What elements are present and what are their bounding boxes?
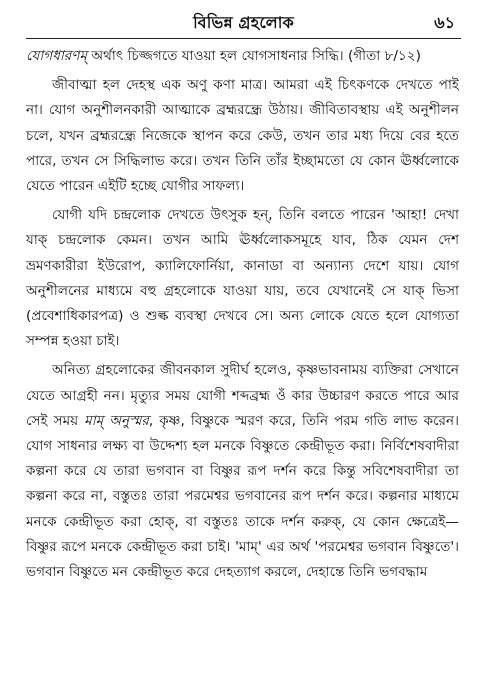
- paragraph: [26, 358, 459, 585]
- text-span: যোগধারণম্‌: [26, 48, 88, 64]
- page-number: ৬১: [434, 13, 455, 32]
- text-span: জীবাত্মা হল দেহস্থ এক অণু কণা মাত্র। আমরা এই চিৎকণকে দেখতে পাই না। যোগ অনুশীলনকারী আত্মাকে ব্রহ্মরন্ধ্রে উঠায়। জীবিতাবস্থায় এই অনুশীলন চলে, যখন ব্রহ্মরন্ধ্রে নিজেকে স্থাপন করে কেউ, তখন তার মধ্য দিয়ে বের হতে পারে, তখন সে সিদ্ধিলাভ করে। তখন তিনি তাঁর ইচ্ছামতো যে কোন ঊর্ধ্বলোকে যেতে পারেন এইটি হচ্ছে যোগীর সাফল্য।: [26, 77, 459, 195]
- paragraph: [26, 203, 459, 354]
- paragraph: [26, 44, 459, 69]
- text-span: , কৃষ্ণ, বিষ্ণুকে স্মরণ করে, তিনি পরম গতি লাভ করেন। যোগ সাধনার লক্ষ্য বা উদ্দেশ্য হল মনকে বিষ্ণুতে কেন্দ্রীভূত করা। নির্বিশেষবাদীরা কল্পনা করে যে তারা ভগবান বা বিষ্ণুর রূপ দর্শন করে কিন্তু সবিশেষবাদীরা তা কল্পনা করে না, বস্তুতঃ তারা পরমেশ্বর ভগবানের রূপ দর্শন করে। কল্পনার মাধ্যমে মনকে কেন্দ্রীভূত করা হোক্‌, বা বস্তুতঃ তাকে দর্শন করুক্‌, যে কোন ক্ষেত্রেই—বিষ্ণুর রূপে মনকে কেন্দ্রীভূত করা চাই। 'মাম্‌' এর অর্থ 'পরমেশ্বর ভগবান বিষ্ণুতে'। ভগবান বিষ্ণুতে মন কেন্দ্রীভূত করে দেহত্যাগ করলে, দেহান্তে তিনি ভগবদ্ধাম: [26, 412, 460, 581]
- header-rule: [26, 38, 461, 39]
- text-span: যোগী যদি চন্দ্রলোক দেখতে উৎসুক হন্‌, তিনি বলতে পারেন 'আহা! দেখা যাক্‌ চন্দ্রলোক কেমন। তখন আমি ঊর্ধ্বলোকসমূহে যাব, ঠিক যেমন দেশ ভ্রমণকারীরা ইউরোপ, ক্যালিফোর্নিয়া, কানাডা বা অন্যান্য দেশে যায়। যোগ অনুশীলনের মাধ্যমে বহু গ্রহলোকে যাওয়া যায়, তবে যেখানেই সে যাক্‌ ভিসা (প্রবেশাধিকারপত্র) ও শুল্ক ব্যবস্থা দেখবে সে। অন্য লোকে যেতে হলে যোগ্যতা সম্পন্ন হওয়া চাই।: [26, 207, 459, 350]
- text-span: মাম্‌ অনুস্মর: [84, 412, 149, 429]
- page-header: [26, 10, 461, 40]
- body-text: [26, 44, 459, 589]
- text-span: অনিত্য গ্রহলোকের জীবনকাল সুদীর্ঘ হলেও, কৃষ্ণভাবনাময় ব্যক্তিরা সেখানে যেতে আগ্রহী নন। মৃত্যুর সময় যোগী শব্দব্রহ্ম ওঁ কার উচ্চারণ করতে পারে আর সেই সময়: [26, 362, 459, 429]
- text-span: অর্থাৎ চিজ্জগতে যাওয়া হল যোগসাধনার সিদ্ধি। (গীতা ৮/১২): [87, 48, 421, 64]
- running-title: বিভিন্ন গ্রহলোক: [193, 13, 294, 32]
- paragraph: [26, 73, 459, 199]
